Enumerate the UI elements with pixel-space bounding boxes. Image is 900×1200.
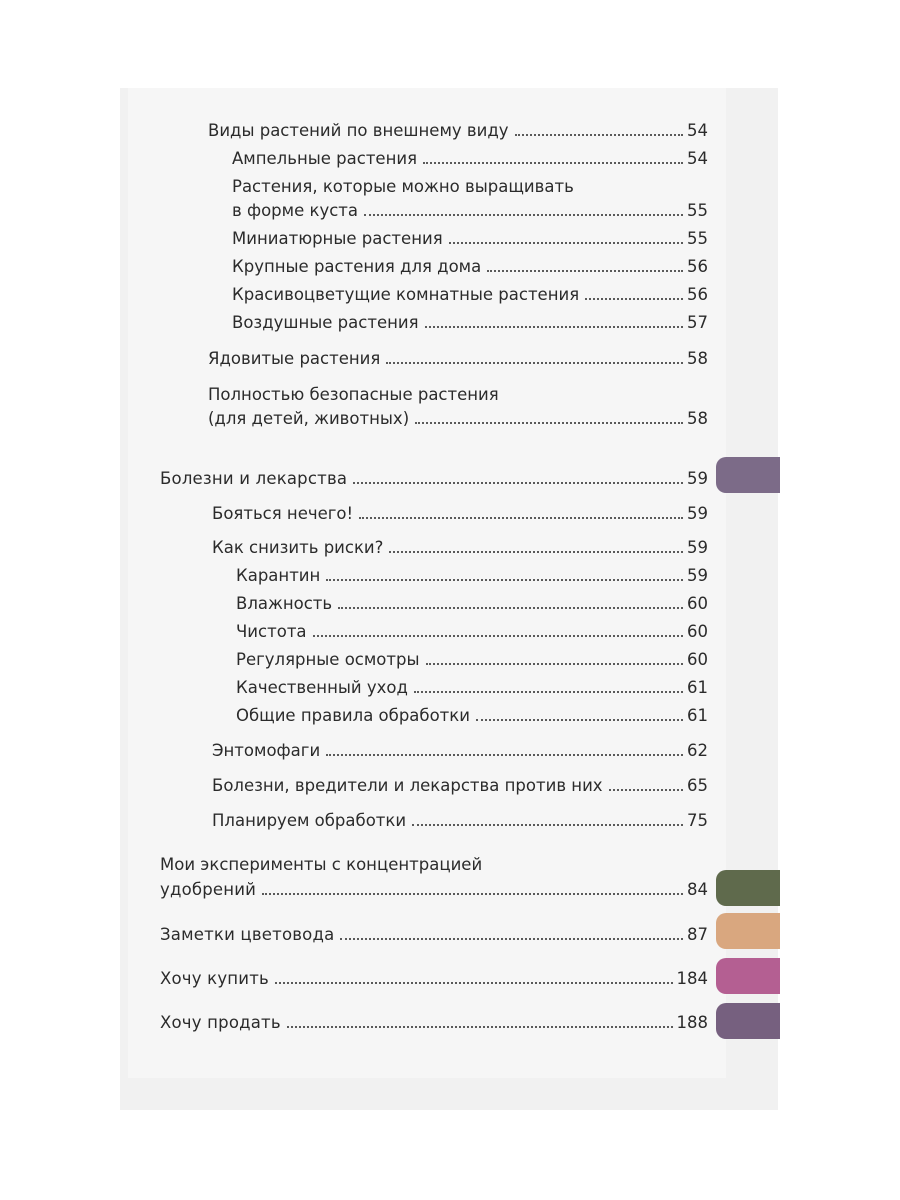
toc-entry-title: Хочу продать (160, 1013, 281, 1032)
toc-entry-title: Бояться нечего! (212, 504, 354, 523)
toc-entry[interactable] (236, 650, 708, 670)
dot-leader (425, 325, 683, 328)
toc-entry-title: Карантин (236, 566, 321, 585)
dot-leader (326, 578, 683, 581)
toc-entry-page: 54 (687, 149, 708, 168)
toc-entry-title: Энтомофаги (212, 741, 321, 760)
toc-entry-page: 55 (687, 229, 708, 248)
toc-entry-page: 55 (687, 201, 708, 220)
toc-entry-title: Заметки цветовода (160, 925, 335, 944)
toc-section-entry[interactable] (160, 969, 708, 989)
toc-entry[interactable] (232, 149, 708, 169)
toc-entry-page: 57 (687, 313, 708, 332)
toc-entry-page: 184 (676, 969, 708, 988)
dot-leader (487, 269, 683, 272)
toc-entry[interactable] (212, 811, 708, 831)
toc-entry-title: Ядовитые растения (208, 349, 381, 368)
dot-leader (359, 516, 683, 519)
toc-entry[interactable] (232, 313, 708, 333)
toc-entry-title: Виды растений по внешнему виду (208, 121, 509, 140)
dot-leader (412, 823, 683, 826)
toc-entry[interactable] (232, 229, 708, 249)
dot-leader (353, 481, 683, 484)
toc-entry[interactable] (212, 538, 708, 558)
toc-entry-title: Регулярные осмотры (236, 650, 420, 669)
toc-entry-page: 87 (687, 925, 708, 944)
toc-entry-title: Болезни и лекарства (160, 469, 348, 488)
toc-entry-page: 65 (687, 776, 708, 795)
toc-entry[interactable] (232, 257, 708, 277)
dot-leader (414, 690, 683, 693)
toc-entry-title: (для детей, животных) (208, 409, 410, 428)
toc-entry-page: 75 (687, 811, 708, 830)
dot-leader (338, 606, 683, 609)
toc-entry-title-line1: Растения, которые можно выращивать (232, 177, 574, 196)
toc-entry[interactable] (212, 776, 708, 796)
toc-entry-page: 61 (687, 678, 708, 697)
toc-entry[interactable] (236, 678, 708, 698)
dot-leader (426, 662, 683, 665)
toc-entry-title: Влажность (236, 594, 333, 613)
toc-entry-page: 60 (687, 594, 708, 613)
toc-entry-page: 59 (687, 566, 708, 585)
toc-entry[interactable] (208, 121, 708, 141)
toc-entry-page: 58 (687, 349, 708, 368)
dot-leader (287, 1025, 673, 1028)
toc-entry-title: Ампельные растения (232, 149, 418, 168)
dot-leader (423, 161, 683, 164)
toc-section-entry[interactable] (160, 469, 708, 489)
toc-entry-title: Красивоцветущие комнатные растения (232, 285, 580, 304)
toc-entry-title: Планируем обработки (212, 811, 407, 830)
toc-entry-page: 188 (676, 1013, 708, 1032)
toc-entry-title-line1: Полностью безопасные растения (208, 385, 499, 404)
toc-entry-title: Хочу купить (160, 969, 269, 988)
toc-section-entry[interactable] (160, 880, 708, 900)
toc-entry-title: Крупные растения для дома (232, 257, 482, 276)
section-tab-buy (716, 958, 780, 994)
toc-entry-title: Как снизить риски? (212, 538, 384, 557)
toc-entry[interactable] (208, 409, 708, 429)
dot-leader (515, 133, 683, 136)
toc-entry-page: 84 (687, 880, 708, 899)
dot-leader (476, 718, 683, 721)
toc-entry-page: 59 (687, 538, 708, 557)
toc-entry-title: Миниатюрные растения (232, 229, 443, 248)
toc-entry-title: Чистота (236, 622, 307, 641)
dot-leader (313, 634, 683, 637)
toc-entry-title-line1: Мои эксперименты с концентрацией (160, 855, 483, 874)
toc-entry-page: 60 (687, 622, 708, 641)
dot-leader (449, 241, 683, 244)
toc-entry-title: Болезни, вредители и лекарства против них (212, 776, 603, 795)
toc-entry[interactable] (232, 201, 708, 221)
toc-entry-page: 62 (687, 741, 708, 760)
toc-entry[interactable] (236, 566, 708, 586)
dot-leader (340, 937, 683, 940)
toc-entry-page: 56 (687, 257, 708, 276)
dot-leader (415, 421, 683, 424)
toc-entry-title: Качественный уход (236, 678, 408, 697)
dot-leader (585, 297, 683, 300)
toc-entry-page: 60 (687, 650, 708, 669)
toc-entry-page: 61 (687, 706, 708, 725)
dot-leader (609, 788, 683, 791)
section-tab-diseases (716, 457, 780, 493)
section-tab-notes (716, 913, 780, 949)
toc-section-entry[interactable] (160, 925, 708, 945)
toc-entry-page: 59 (687, 504, 708, 523)
toc-entry[interactable] (236, 594, 708, 614)
toc-entry-page: 56 (687, 285, 708, 304)
section-tab-experiments (716, 870, 780, 906)
toc-entry[interactable] (236, 706, 708, 726)
toc-entry[interactable] (212, 741, 708, 761)
toc-section-entry[interactable] (160, 1013, 708, 1033)
toc-entry[interactable] (236, 622, 708, 642)
section-tab-sell (716, 1003, 780, 1039)
dot-leader (386, 361, 683, 364)
dot-leader (364, 213, 683, 216)
toc-entry-page: 59 (687, 469, 708, 488)
toc-entry[interactable] (208, 349, 708, 369)
toc-entry-page: 54 (687, 121, 708, 140)
toc-entry-title: Воздушные растения (232, 313, 419, 332)
toc-entry[interactable] (212, 504, 708, 524)
toc-entry-title: в форме куста (232, 201, 359, 220)
dot-leader (389, 550, 683, 553)
toc-entry[interactable] (232, 285, 708, 305)
toc-entry-title: Общие правила обработки (236, 706, 470, 725)
dot-leader (262, 892, 683, 895)
dot-leader (275, 981, 673, 984)
dot-leader (326, 753, 683, 756)
toc-entry-title: удобрений (160, 880, 257, 899)
toc-entry-page: 58 (687, 409, 708, 428)
